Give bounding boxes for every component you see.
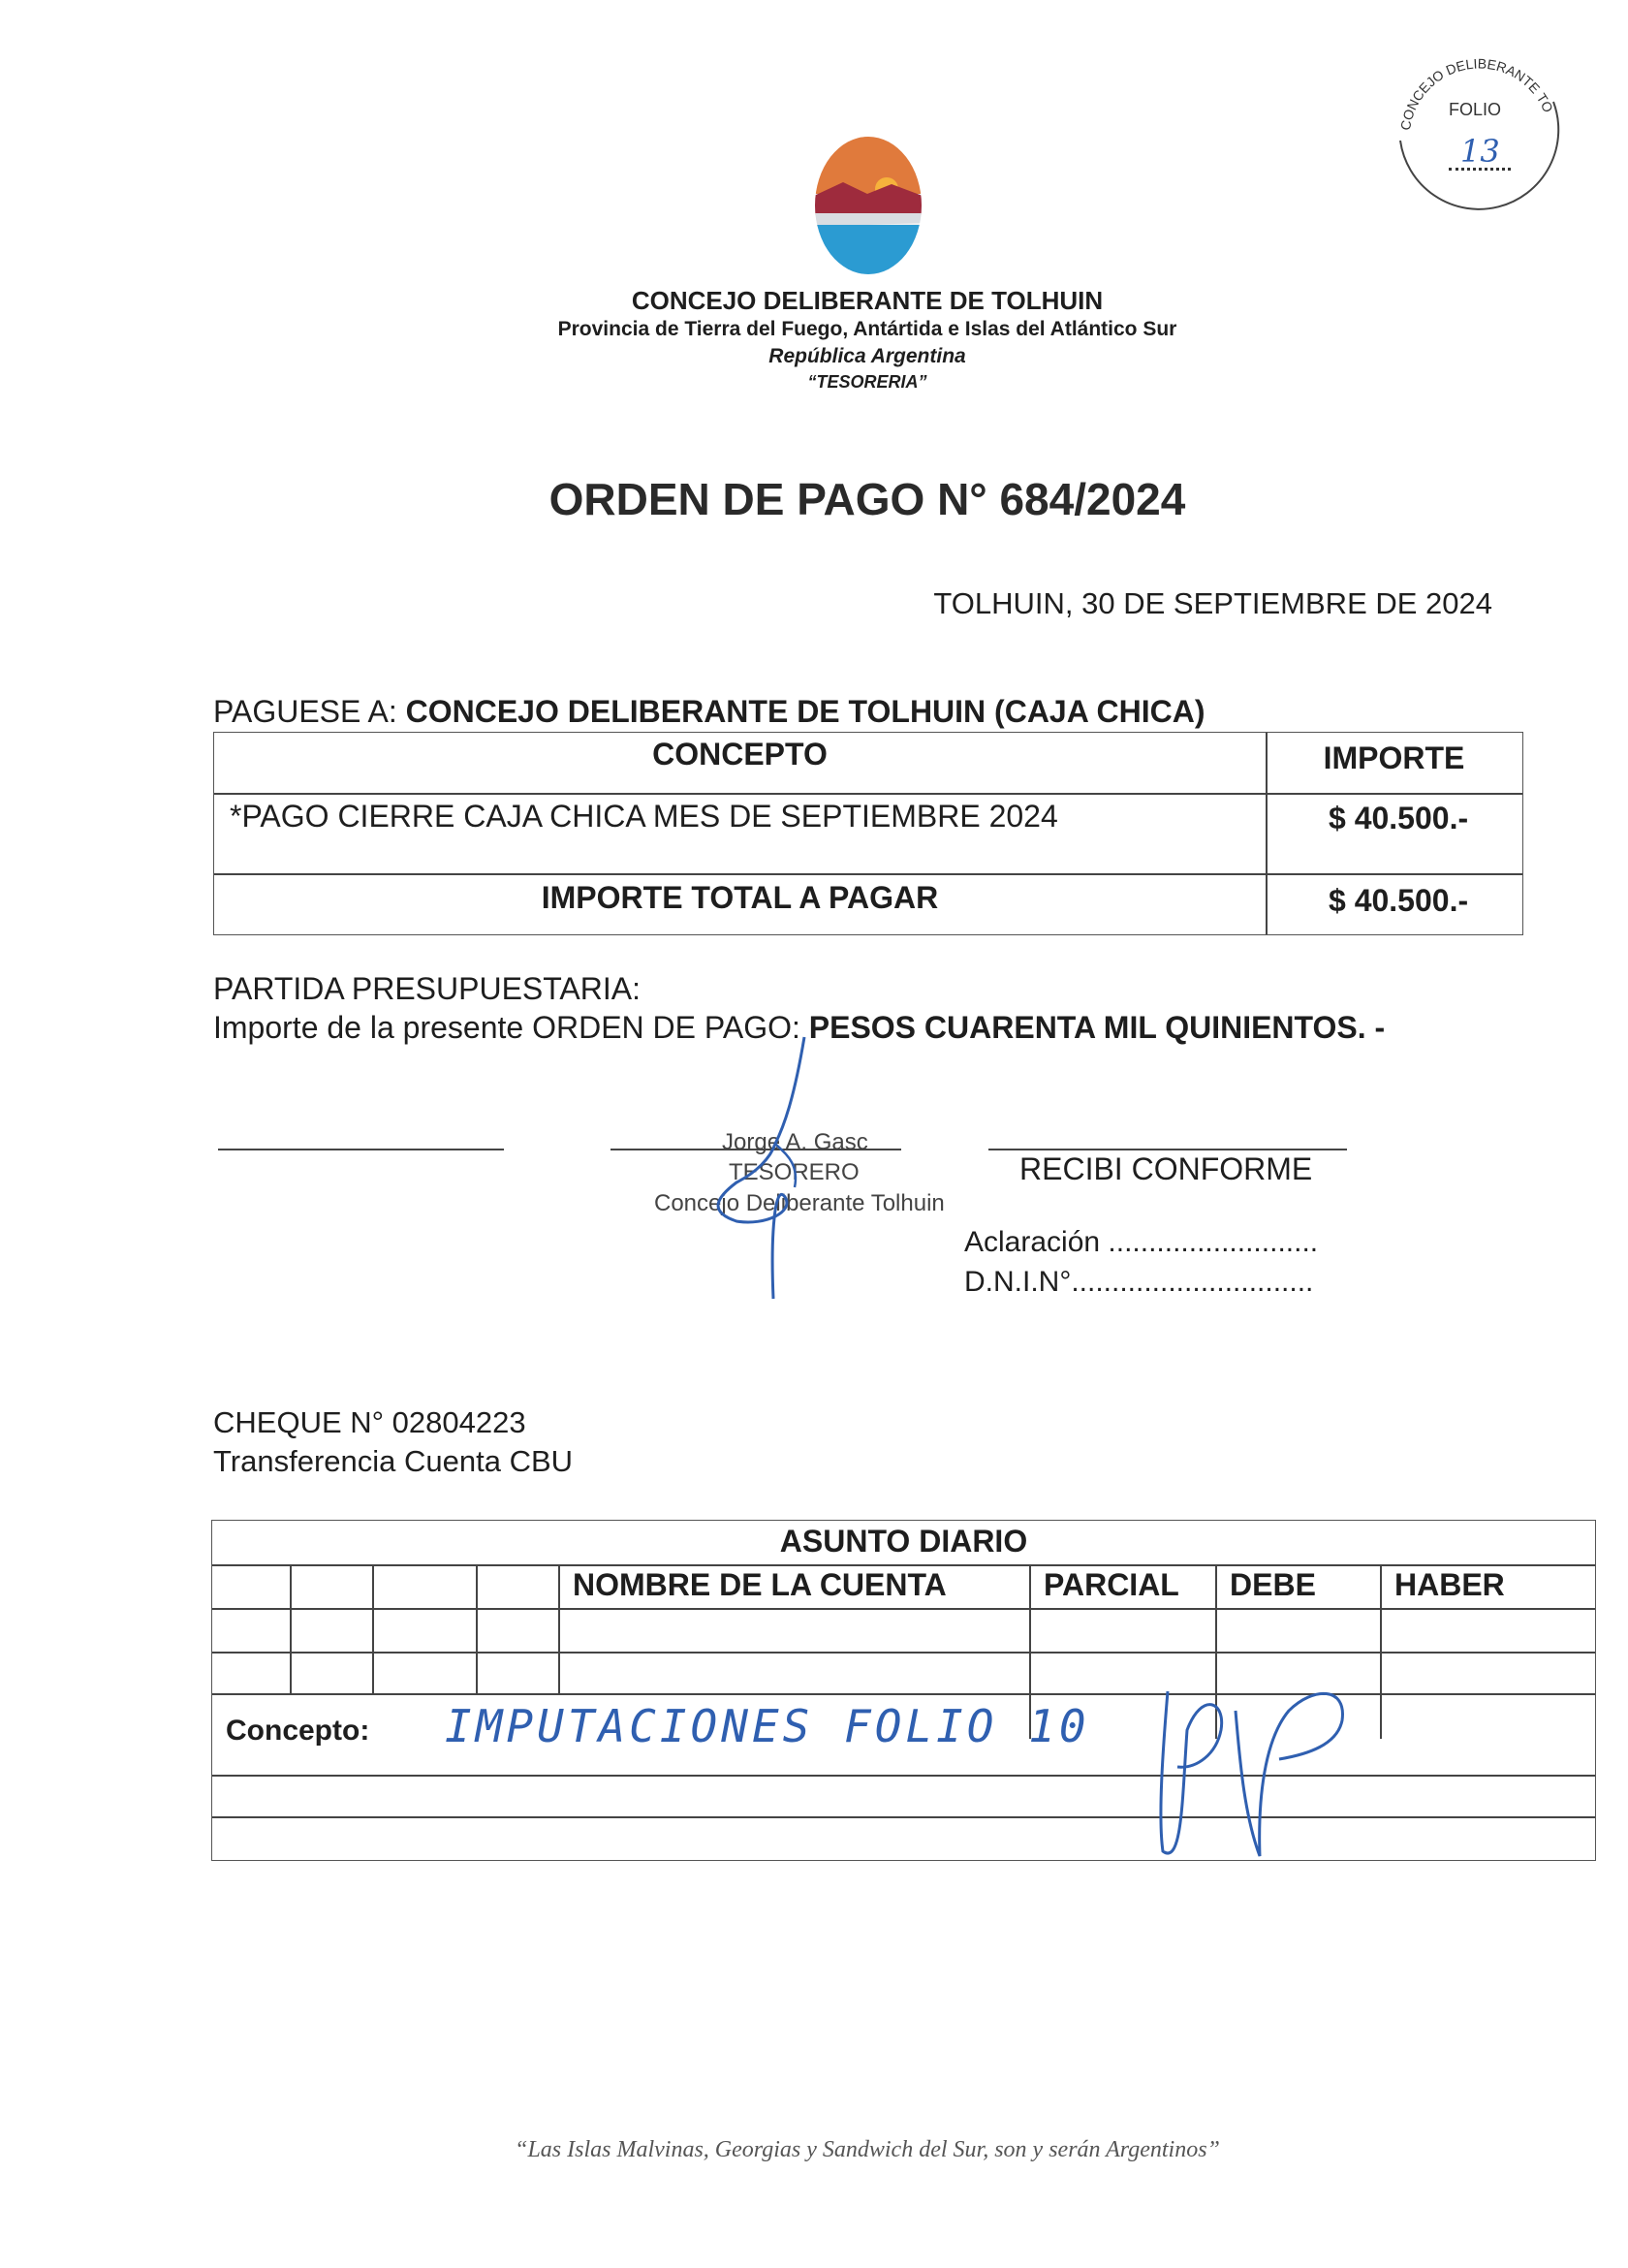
folio-label: FOLIO <box>1449 100 1502 119</box>
importe-line-label: Importe de la presente ORDEN DE PAGO: <box>213 1010 800 1045</box>
country-line: República Argentina <box>768 345 966 367</box>
dept-line: “TESORERIA” <box>807 372 927 392</box>
initials-signature <box>1143 1653 1366 1875</box>
partida-label: PARTIDA PRESUPUESTARIA: <box>213 971 641 1006</box>
folio-number: 13 <box>1460 133 1500 170</box>
diario-table <box>211 1520 1596 1861</box>
cheque-line: CHEQUE N° 02804223 <box>213 1405 526 1439</box>
importe-line-value: PESOS CUARENTA MIL QUINIENTOS. - <box>808 1010 1386 1045</box>
total-label: IMPORTE TOTAL A PAGAR <box>541 880 939 915</box>
payee-label: PAGUESE A: <box>213 694 397 729</box>
footer-motto: “Las Islas Malvinas, Georgias y Sandwich del Sur, son y serán Argentinos” <box>515 2137 1220 2162</box>
diario-concepto-label: Concepto: <box>226 1715 370 1747</box>
treasurer-role: TESORERO <box>729 1159 860 1185</box>
diario-header-debe: DEBE <box>1230 1567 1316 1602</box>
payee-line <box>213 694 1205 730</box>
province-line: Provincia de Tierra del Fuego, Antártida e Islas del Atlántico Sur <box>557 318 1177 340</box>
page-title: ORDEN DE PAGO N° 684/2024 <box>548 474 1186 524</box>
signature-line-left <box>218 1149 504 1150</box>
dni-field: D.N.I.N°.............................. <box>964 1266 1314 1298</box>
concepto-header: CONCEPTO <box>652 737 828 772</box>
treasurer-signature <box>678 1018 853 1308</box>
diario-handwritten-note: IMPUTACIONES FOLIO 10 <box>445 1700 1090 1752</box>
importe-value: $ 40.500.- <box>1329 801 1469 835</box>
signature-line-right <box>988 1149 1347 1150</box>
treasurer-name: Jorge A. Gasc <box>722 1129 868 1155</box>
payee-value: CONCEJO DELIBERANTE DE TOLHUIN (CAJA CHICA) <box>405 694 1205 729</box>
payment-table <box>213 732 1523 935</box>
recibi-conforme: RECIBI CONFORME <box>1019 1151 1313 1186</box>
tolhuin-logo <box>814 136 923 276</box>
diario-title: ASUNTO DIARIO <box>779 1524 1028 1559</box>
diario-header-haber: HABER <box>1394 1567 1505 1602</box>
aclaracion-field: Aclaración .......................... <box>964 1226 1319 1258</box>
stamp-ring-text: CONCEJO DELIBERANTE TO <box>1397 55 1557 132</box>
date-line: TOLHUIN, 30 DE SEPTIEMBRE DE 2024 <box>933 586 1492 620</box>
importe-header: IMPORTE <box>1323 740 1465 775</box>
treasurer-org: Concejo Deliberante Tolhuin <box>654 1190 945 1216</box>
concepto-value: *PAGO CIERRE CAJA CHICA MES DE SEPTIEMBRE 2024 <box>230 799 1058 834</box>
org-name: CONCEJO DELIBERANTE DE TOLHUIN <box>631 286 1104 315</box>
folio-stamp-ring <box>1381 24 1575 218</box>
diario-header-parcial: PARCIAL <box>1044 1567 1179 1602</box>
total-value: $ 40.500.- <box>1329 883 1469 918</box>
diario-header-cuenta: NOMBRE DE LA CUENTA <box>573 1567 947 1602</box>
folio-stamp <box>1381 24 1575 218</box>
folio-dots <box>1449 168 1511 171</box>
transferencia-line: Transferencia Cuenta CBU <box>213 1444 574 1478</box>
